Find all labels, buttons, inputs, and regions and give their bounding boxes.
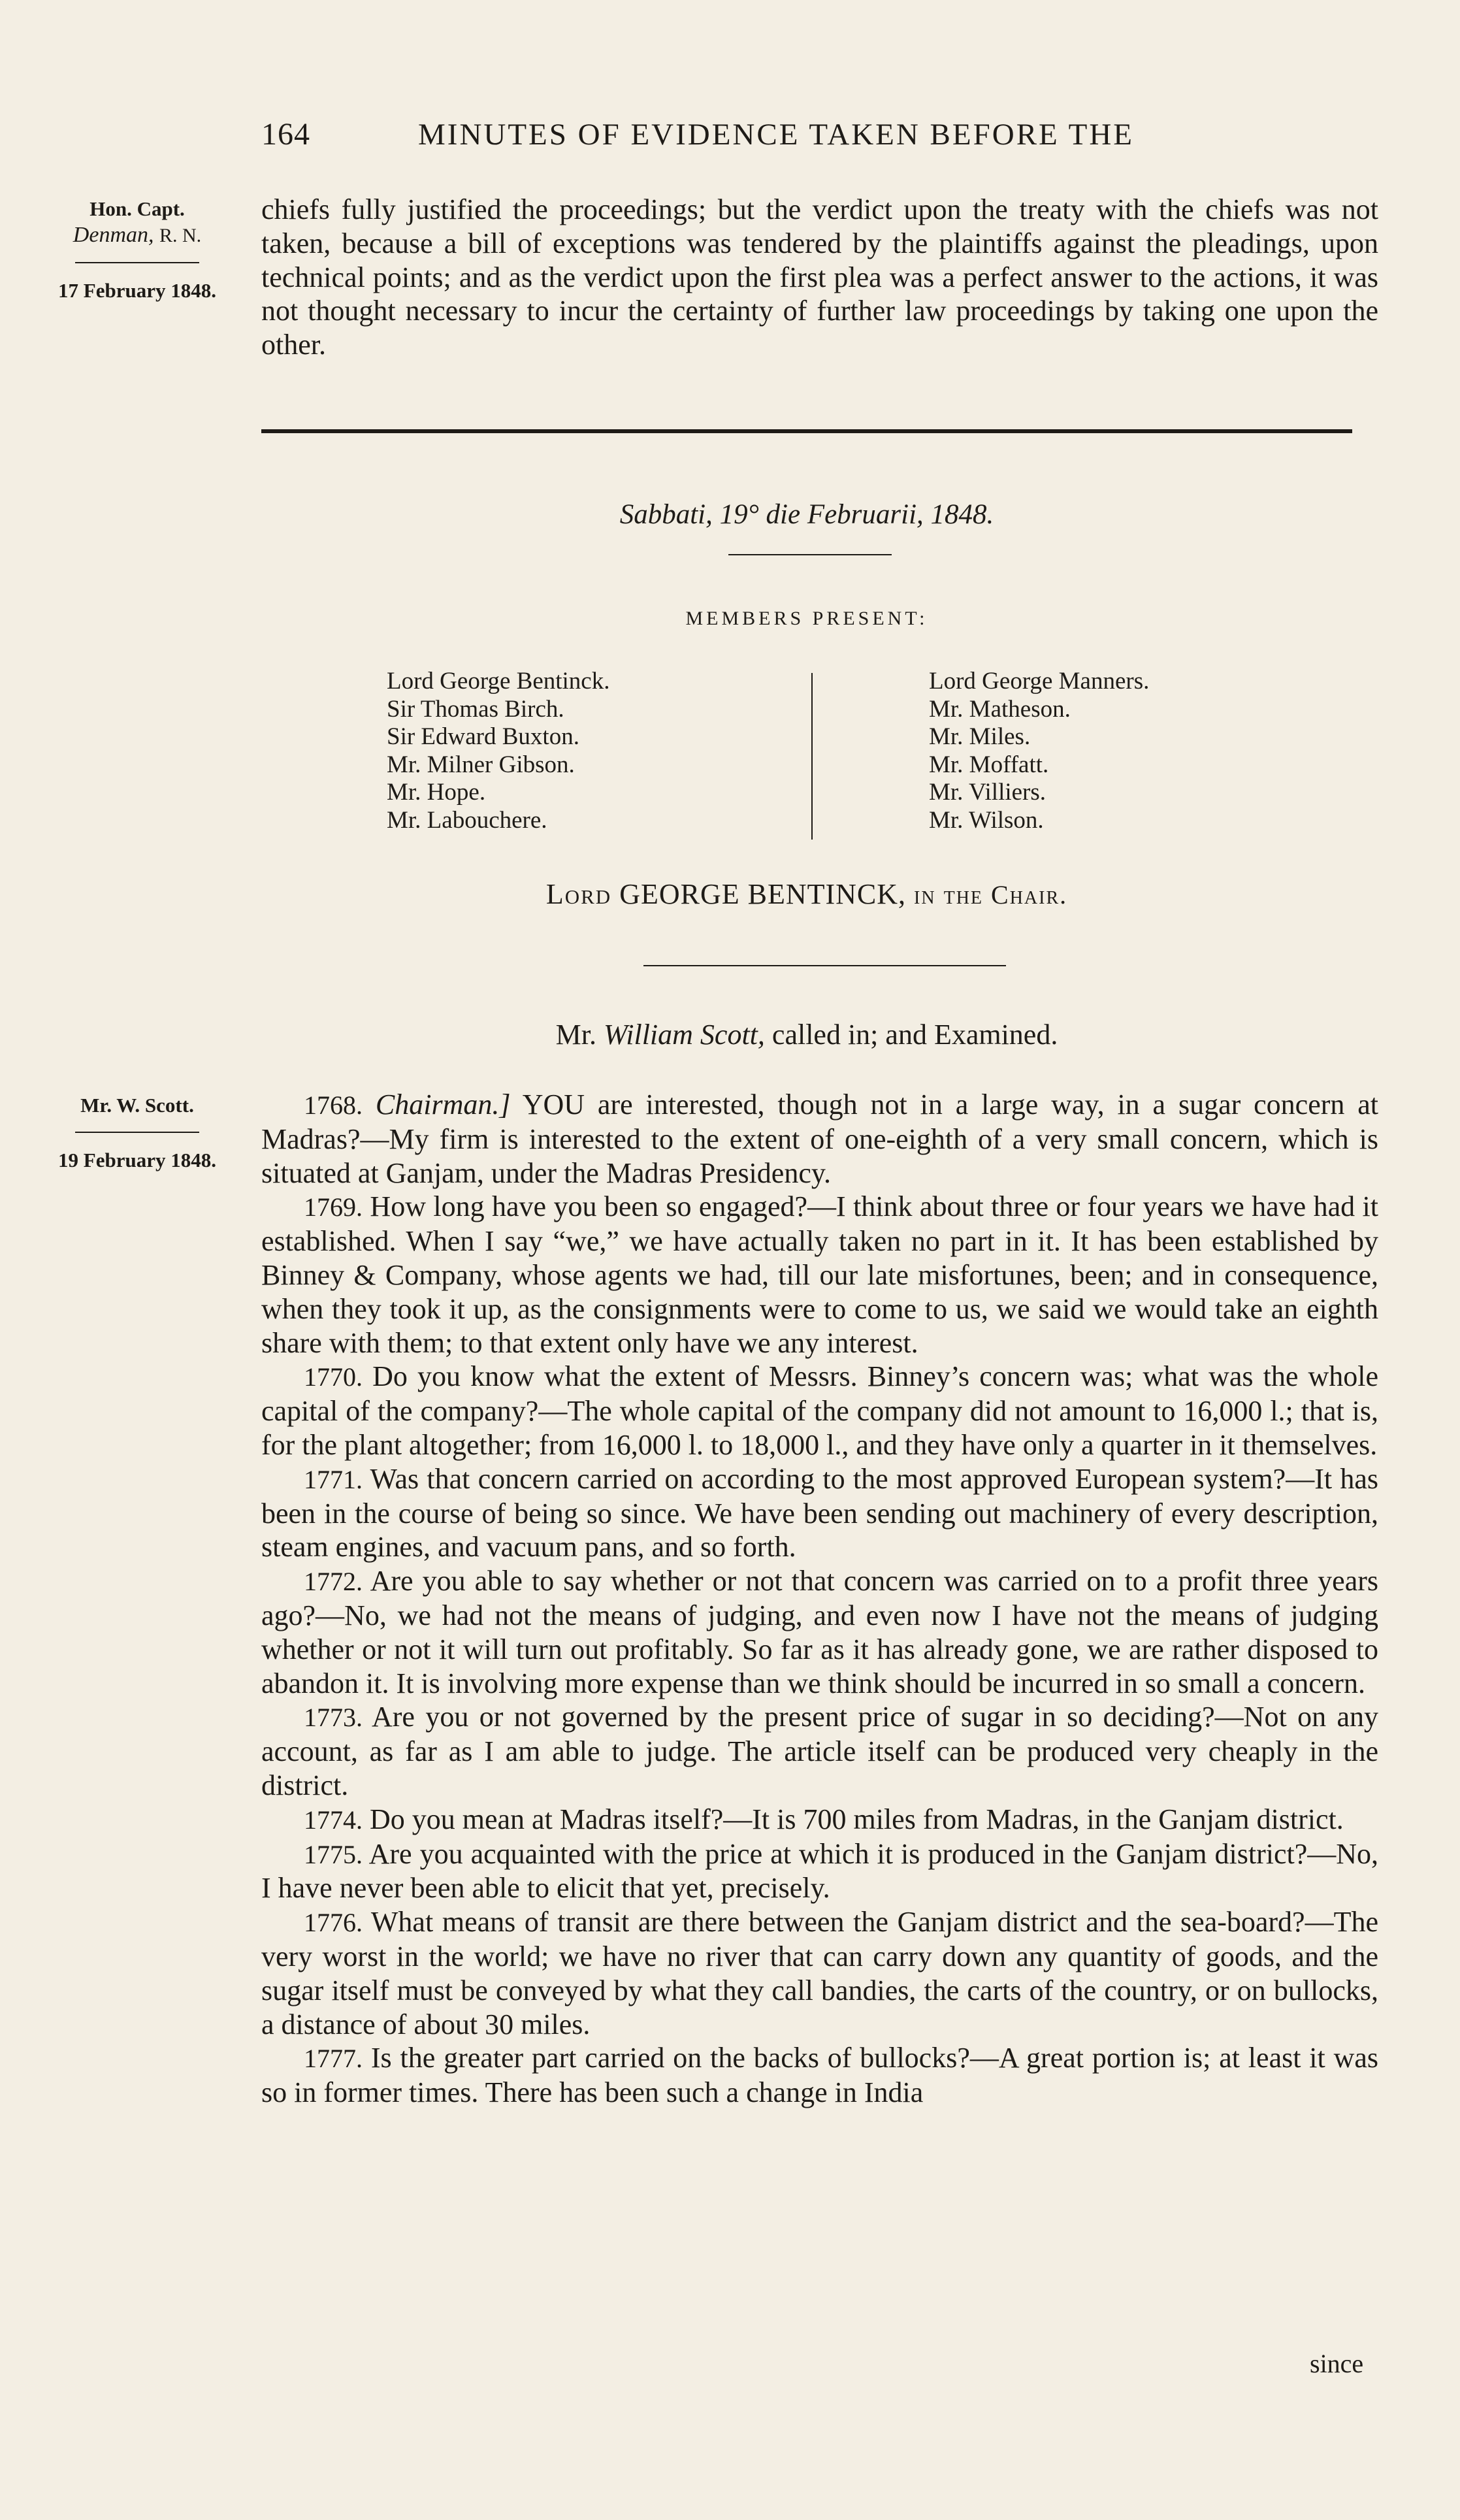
margin-note-witness-2 bbox=[20, 1092, 255, 1173]
margin-name-2: Denman, R. N. bbox=[73, 223, 202, 247]
evidence-body bbox=[261, 1088, 1378, 2110]
member-name: Mr. Wilson. bbox=[929, 806, 1044, 834]
question-1777: 1777. Is the greater part carried on the backs of bullocks?—A great portion is; at least it was so in former times. There has been such a change in India bbox=[261, 2042, 1379, 2109]
question-1770: 1770. Do you know what the extent of Messrs. Binney’s concern was; what was the whole capital of the company?—The whole capital of the company did not amount to 16,000 l.; that is, for the plant altogether; from 16,000 l. to 18,000 l., and they have only a quarter in it themselves. bbox=[261, 1360, 1379, 1461]
member-name: Mr. Moffatt. bbox=[929, 751, 1049, 778]
section-rule bbox=[261, 429, 1352, 433]
question-1768: 1768. Chairman.] YOU are interested, though not in a large way, in a sugar concern at Madras?—My firm is interested to the extent of one-eighth of a very small concern, which is situated at Ganjam, under the Madras Presidency. bbox=[261, 1088, 1378, 1189]
member-name: Mr. Milner Gibson. bbox=[387, 751, 575, 778]
question-1769: 1769. How long have you been so engaged?—I think about three or four years we have had it established. When I say “we,” we have actually taken no part in it. It has been established by Binney & Company, whose agents we had, till our late misfortunes, been; and in consequence, when they took it up, as the consignments were to come to us, we said we would take an eighth share with them; to that extent only have we any interest. bbox=[261, 1190, 1379, 1359]
opening-paragraph: chiefs fully justified the proceedings; but the verdict upon the treaty with the chiefs was not taken, because a bill of exceptions was tendered by the plaintiffs against the pleadings, upon technical points; and as the verdict upon the first plea was a perfect answer to the actions, it was not thought necessary to incur the certainty of further law proceedings by taking one upon the other. bbox=[261, 193, 1378, 361]
member-name: Lord George Manners. bbox=[929, 668, 1150, 695]
member-name: Mr. Miles. bbox=[929, 723, 1031, 750]
member-name: Mr. Labouchere. bbox=[387, 806, 547, 834]
members-left-column bbox=[387, 668, 609, 834]
question-1775: 1775. Are you acquainted with the price at which it is produced in the Ganjam district?—No, I have never been able to elicit that yet, precisely. bbox=[261, 1837, 1379, 1905]
page-number: 164 bbox=[261, 117, 310, 152]
member-name: Mr. Hope. bbox=[387, 779, 486, 806]
members-right-column bbox=[929, 668, 1149, 834]
running-head bbox=[261, 116, 1209, 152]
question-1776: 1776. What means of transit are there between the Ganjam district and the sea-board?—The very worst in the world; we have no river that can carry down any quantity of goods, and the sugar itself must be conveyed by what they call bandies, the carts of the country, or on bullocks, a distance of about 30 miles. bbox=[261, 1906, 1378, 2040]
margin-name: Mr. W. Scott. bbox=[80, 1094, 194, 1117]
member-name: Mr. Villiers. bbox=[929, 779, 1046, 806]
margin-date: 17 February 1848. bbox=[58, 279, 216, 302]
margin-date: 19 February 1848. bbox=[58, 1149, 216, 1171]
question-1773: 1773. Are you or not governed by the present price of sugar in so deciding?—Not on any account, as far as I am able to judge. The article itself can be produced very cheaply in the district. bbox=[261, 1701, 1378, 1801]
short-rule-2 bbox=[643, 965, 1006, 966]
short-rule-1 bbox=[728, 554, 892, 555]
members-divider bbox=[811, 673, 813, 840]
margin-note-witness-1 bbox=[20, 196, 255, 304]
catchword: since bbox=[1310, 2349, 1364, 2378]
session-date: Sabbati, 19° die Februarii, 1848. bbox=[619, 499, 994, 530]
member-name: Sir Thomas Birch. bbox=[387, 695, 564, 723]
question-1774: 1774. Do you mean at Madras itself?—It is 700 miles from Madras, in the Ganjam district. bbox=[304, 1803, 1344, 1835]
running-title: MINUTES OF EVIDENCE TAKEN BEFORE THE bbox=[418, 118, 1135, 152]
margin-rule bbox=[75, 1132, 199, 1133]
member-name: Lord George Bentinck. bbox=[387, 668, 610, 695]
chair-line: Lord GEORGE BENTINCK, in the Chair. bbox=[545, 878, 1068, 910]
member-name: Mr. Matheson. bbox=[929, 695, 1071, 723]
members-present-label: MEMBERS PRESENT: bbox=[685, 608, 928, 629]
question-1772: 1772. Are you able to say whether or not that concern was carried on to a profit three years ago?—No, we had not the means of judging, and even now I have not the means of judging whether or not it will turn out profitably. So far as it has already gone, we are rather disposed to abandon it. It is involving more expense than we think should be incurred in so small a concern. bbox=[261, 1565, 1379, 1699]
margin-rule bbox=[75, 262, 199, 263]
question-1771: 1771. Was that concern carried on according to the most approved European system?—It has been in the course of being so since. We have been sending out machinery of every description, steam engines, and vacuum pans, and so forth. bbox=[261, 1462, 1378, 1563]
witness-line: Mr. William Scott, called in; and Examined. bbox=[555, 1019, 1058, 1051]
member-name: Sir Edward Buxton. bbox=[387, 723, 579, 750]
margin-name: Hon. Capt. bbox=[89, 197, 185, 220]
